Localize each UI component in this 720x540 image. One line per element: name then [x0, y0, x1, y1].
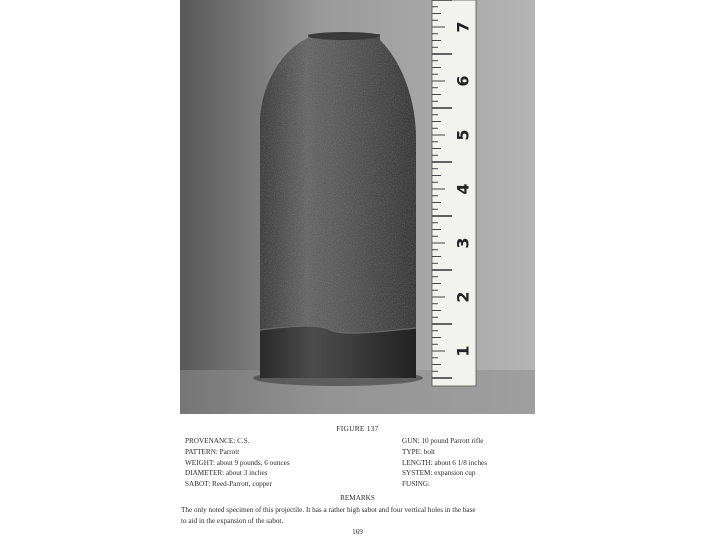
specs-right — [402, 436, 487, 490]
remarks-line-1: The only noted specimen of this projectile. It has a rather high sabot and four vertical holes in the base — [181, 506, 476, 514]
remarks-heading: REMARKS — [340, 494, 375, 502]
ruler-number: 5 — [453, 129, 473, 141]
spec-diameter: DIAMETER: about 3 inches — [185, 469, 268, 478]
remarks-line-2: to aid in the expansion of the sabot. — [181, 517, 284, 525]
projectile-photograph — [180, 0, 535, 414]
spec-system: SYSTEM: expansion cup — [402, 469, 476, 478]
ruler-number: 1 — [453, 345, 473, 357]
spec-fusing: FUSING: — [402, 480, 430, 489]
ruler-number: 7 — [453, 21, 473, 33]
remarks-text — [181, 505, 541, 527]
spec-gun: GUN: 10 pound Parrott rifle — [402, 437, 484, 445]
sabot-band — [260, 326, 416, 378]
ruler-number: 3 — [453, 237, 473, 249]
spec-type: TYPE: bolt — [402, 447, 435, 456]
spec-pattern: PATTERN: Parrott — [185, 447, 240, 456]
spec-provenance: PROVENANCE: C.S. — [185, 437, 250, 445]
figure-caption: FIGURE 137 — [336, 424, 379, 433]
ruler-number: 4 — [453, 183, 473, 195]
ruler-number: 6 — [453, 75, 473, 87]
spec-length: LENGTH: about 6 1/8 inches — [402, 458, 488, 467]
page-number: 169 — [352, 528, 363, 536]
specs-left — [185, 436, 290, 490]
ruler-number: 2 — [453, 291, 473, 303]
spec-sabot: SABOT: Reed-Parrott, copper — [185, 480, 272, 489]
spec-weight: WEIGHT: about 9 pounds, 6 ounces — [185, 458, 290, 467]
measuring-ruler — [432, 0, 476, 386]
